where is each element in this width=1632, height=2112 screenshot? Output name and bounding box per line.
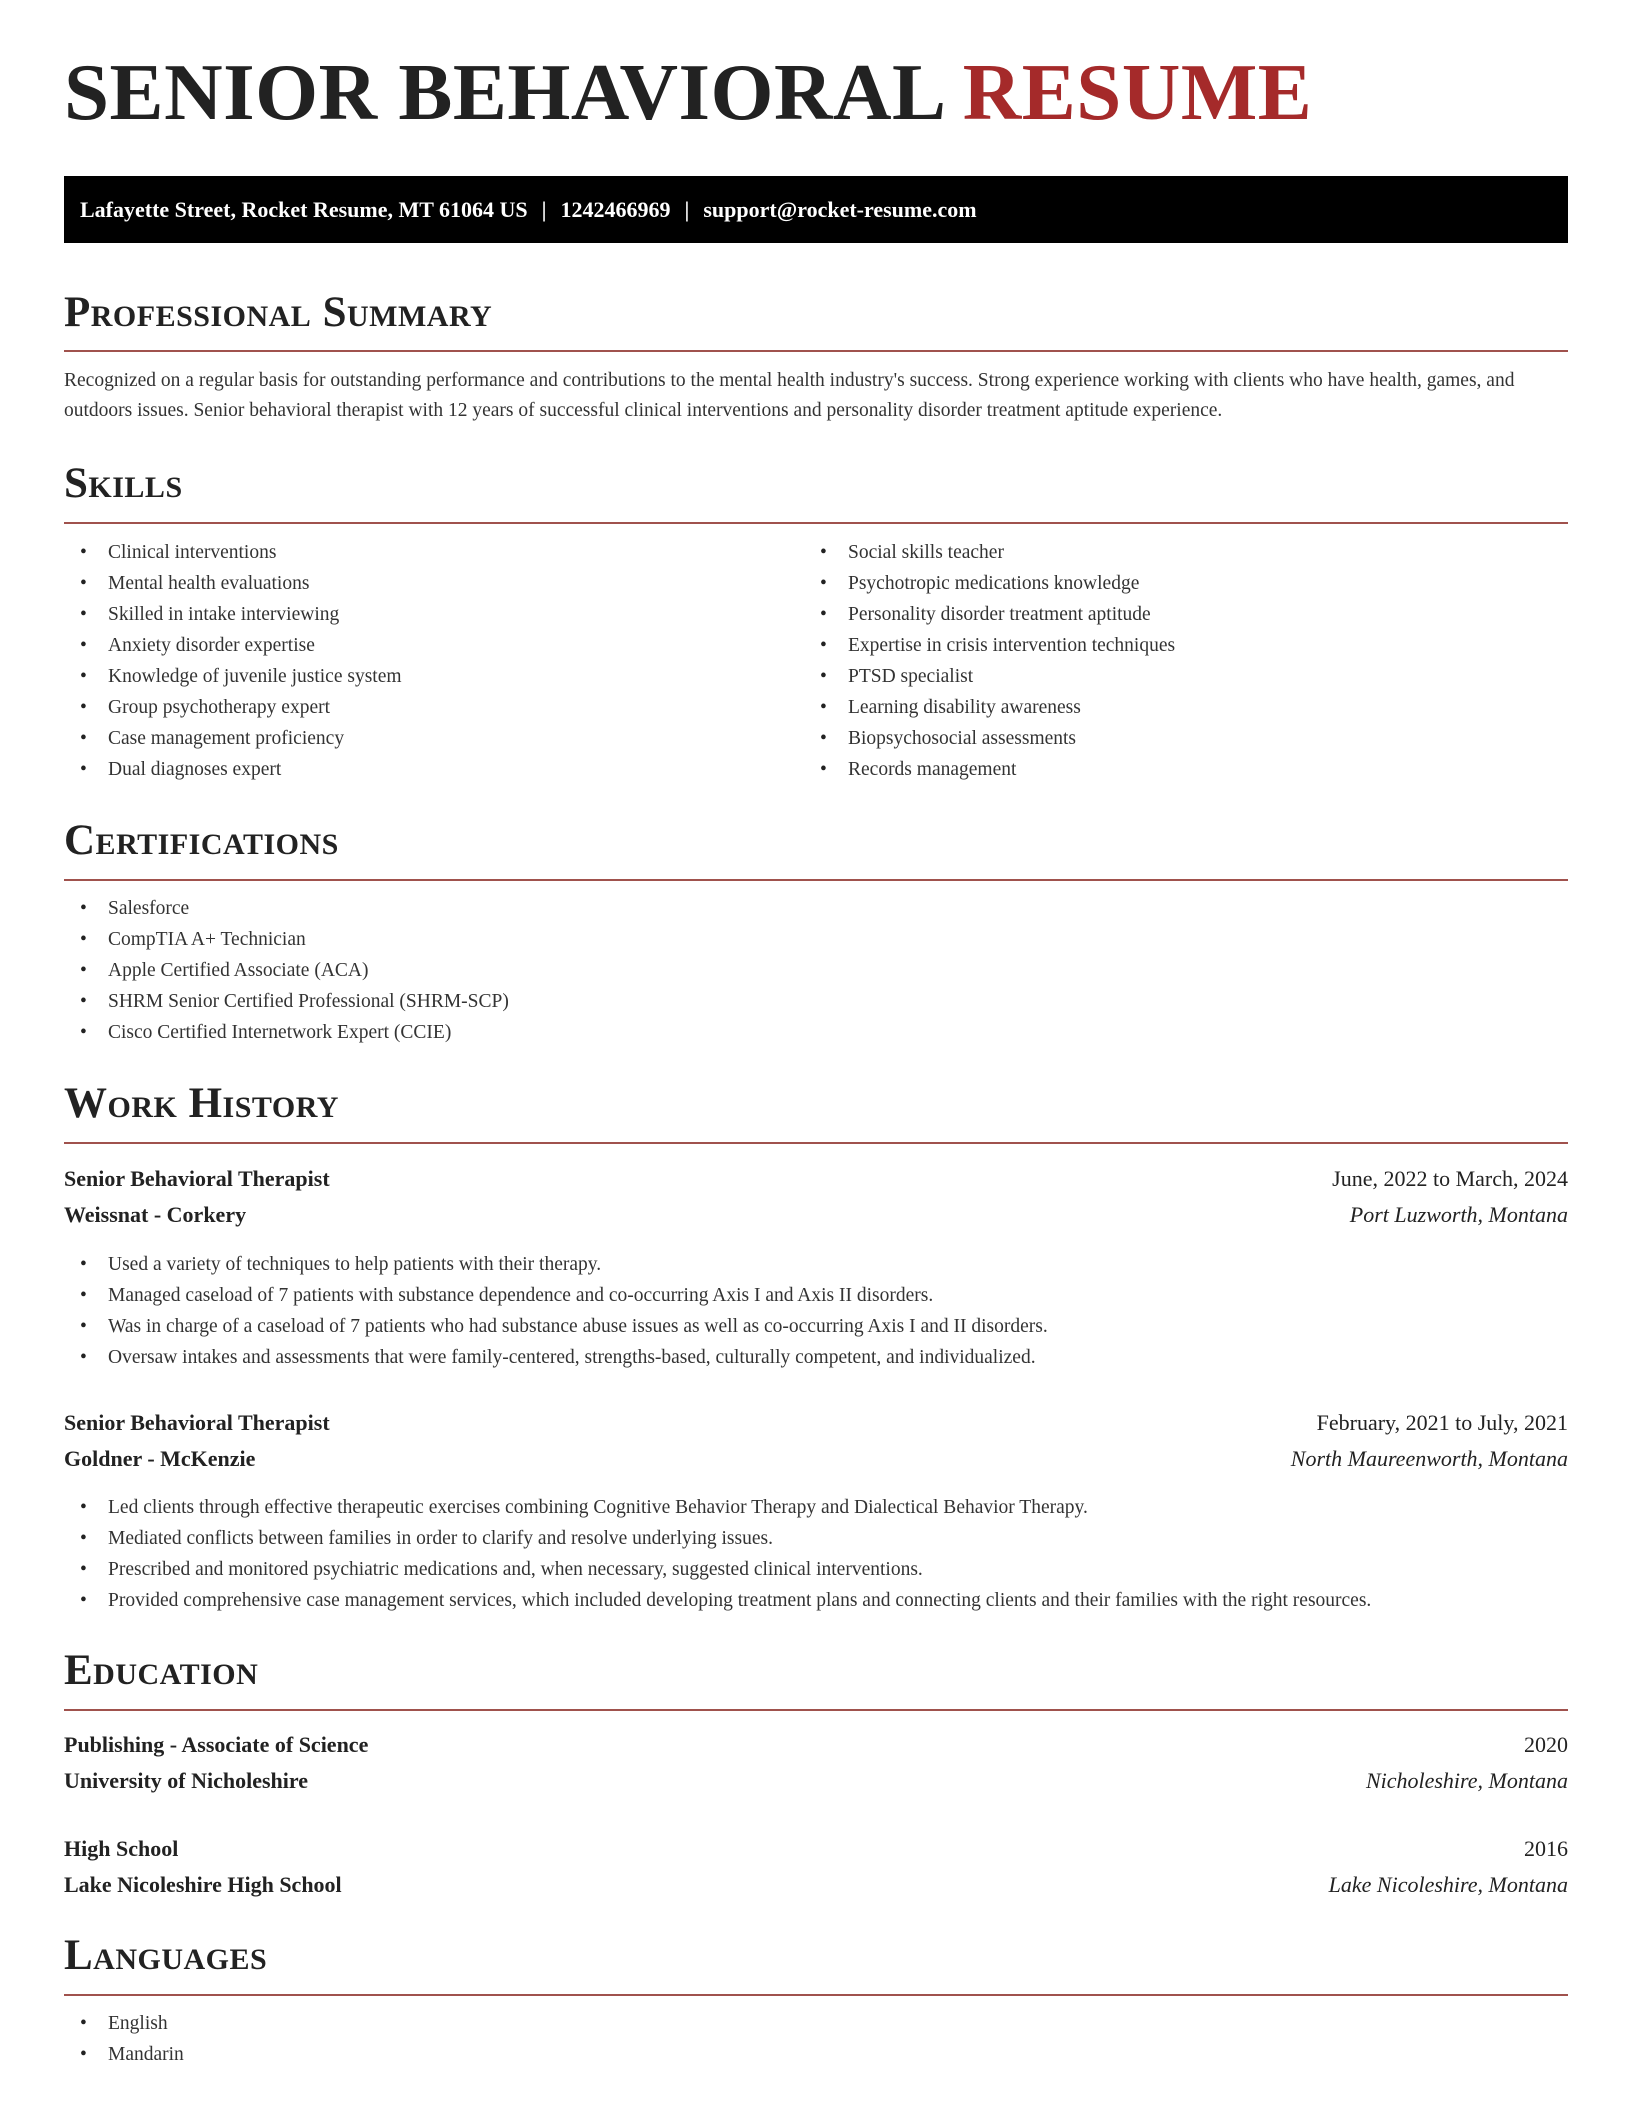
skill-item: • Case management proficiency [64, 723, 804, 754]
job-duty-item: • Mediated conflicts between families in order to clarify and resolve underlying issues. [64, 1523, 1568, 1554]
section-divider [64, 1709, 1568, 1711]
certifications-list [64, 893, 1568, 1048]
job-company: Weissnat - Corkery [64, 1202, 247, 1227]
contact-bar [64, 176, 1568, 243]
job-header-row [64, 1405, 1568, 1441]
contact-separator: | [541, 197, 547, 222]
section-title-skills: Skills [64, 460, 183, 507]
job-duty-item: • Prescribed and monitored psychiatric medications and, when necessary, suggested clinical interventions. [64, 1554, 1568, 1585]
skill-item: • Psychotropic medications knowledge [804, 568, 1568, 599]
skill-item: • Skilled in intake interviewing [64, 599, 804, 630]
title-accent-part: RESUME [962, 47, 1313, 137]
job-location: North Maureenworth, Montana [1290, 1446, 1568, 1471]
section-divider [64, 350, 1568, 352]
title-dark-part: SENIOR BEHAVIORAL [64, 47, 943, 137]
education-header-row [64, 1831, 1568, 1867]
education-school-row [64, 1763, 1568, 1799]
language-item: • Mandarin [64, 2039, 1568, 2070]
section-title-education: Education [64, 1647, 259, 1694]
certification-item: • Salesforce [64, 893, 1568, 924]
resume-title [64, 47, 1313, 137]
job-duty-item: • Provided comprehensive case management services, which included developing treatment plans and connecting clients and their families with the right resources. [64, 1585, 1568, 1616]
job-dates: June, 2022 to March, 2024 [1332, 1166, 1568, 1191]
job-duty-item: • Was in charge of a caseload of 7 patients who had substance abuse issues as well as co-occurring Axis I and II disorders. [64, 1311, 1568, 1342]
section-divider [64, 1994, 1568, 1996]
skill-item: • Dual diagnoses expert [64, 754, 804, 785]
summary-text: Recognized on a regular basis for outstanding performance and contributions to the mental health industry's success. Strong experience working with clients who have health, games, and outdoors issues. Senior behavioral therapist with 12 years of successful clinical interventions and personality disorder treatment aptitude experience. [64, 370, 1515, 421]
contact-email: support@rocket-resume.com [703, 197, 977, 222]
skills-list-left [64, 537, 804, 785]
skill-item: • Anxiety disorder expertise [64, 630, 804, 661]
job-company: Goldner - McKenzie [64, 1446, 256, 1471]
job-duty-item: • Managed caseload of 7 patients with substance dependence and co-occurring Axis I and Axis II disorders. [64, 1280, 1568, 1311]
job-header-row [64, 1161, 1568, 1197]
languages-list [64, 2008, 1568, 2070]
education-year: 2020 [1524, 1732, 1568, 1757]
skill-item: • Records management [804, 754, 1568, 785]
job-title: Senior Behavioral Therapist [64, 1410, 330, 1435]
certification-item: • SHRM Senior Certified Professional (SHRM-SCP) [64, 986, 1568, 1017]
job-duty-item: • Oversaw intakes and assessments that were family-centered, strengths-based, culturally competent, and individualized. [64, 1342, 1568, 1373]
contact-phone: 1242466969 [560, 197, 671, 222]
skill-item: • Clinical interventions [64, 537, 804, 568]
skill-item: • Expertise in crisis intervention techniques [804, 630, 1568, 661]
certification-item: • Cisco Certified Internetwork Expert (CCIE) [64, 1017, 1568, 1048]
section-title-summary: Professional Summary [64, 289, 493, 336]
education-location: Lake Nicoleshire, Montana [1328, 1872, 1568, 1897]
job-title: Senior Behavioral Therapist [64, 1166, 330, 1191]
section-divider [64, 1142, 1568, 1144]
job-company-row [64, 1441, 1568, 1477]
education-school: University of Nicholeshire [64, 1768, 309, 1793]
section-divider [64, 879, 1568, 881]
section-title-certifications: Certifications [64, 817, 339, 864]
job-duties-list [64, 1492, 1568, 1616]
job-location: Port Luzworth, Montana [1349, 1202, 1568, 1227]
skill-item: • Social skills teacher [804, 537, 1568, 568]
education-header-row [64, 1727, 1568, 1763]
job-duty-item: • Led clients through effective therapeutic exercises combining Cognitive Behavior Therapy and Dialectical Behavior Therapy. [64, 1492, 1568, 1523]
contact-separator: | [684, 197, 690, 222]
education-year: 2016 [1524, 1836, 1568, 1861]
section-divider [64, 522, 1568, 524]
skills-list-right [804, 537, 1568, 785]
education-degree: High School [64, 1836, 179, 1861]
education-degree: Publishing - Associate of Science [64, 1732, 369, 1757]
skill-item: • Biopsychosocial assessments [804, 723, 1568, 754]
section-title-work-history: Work History [64, 1080, 339, 1127]
section-title-languages: Languages [64, 1932, 268, 1979]
certification-item: • CompTIA A+ Technician [64, 924, 1568, 955]
skill-item: • Group psychotherapy expert [64, 692, 804, 723]
skill-item: • Personality disorder treatment aptitude [804, 599, 1568, 630]
job-company-row [64, 1197, 1568, 1233]
skill-item: • PTSD specialist [804, 661, 1568, 692]
skill-item: • Learning disability awareness [804, 692, 1568, 723]
skill-item: • Mental health evaluations [64, 568, 804, 599]
education-school: Lake Nicoleshire High School [64, 1872, 342, 1897]
education-location: Nicholeshire, Montana [1365, 1768, 1568, 1793]
job-duties-list [64, 1249, 1568, 1373]
education-school-row [64, 1867, 1568, 1903]
certification-item: • Apple Certified Associate (ACA) [64, 955, 1568, 986]
job-dates: February, 2021 to July, 2021 [1316, 1410, 1568, 1435]
contact-address: Lafayette Street, Rocket Resume, MT 61064 US [80, 197, 528, 222]
language-item: • English [64, 2008, 1568, 2039]
skill-item: • Knowledge of juvenile justice system [64, 661, 804, 692]
job-duty-item: • Used a variety of techniques to help patients with their therapy. [64, 1249, 1568, 1280]
